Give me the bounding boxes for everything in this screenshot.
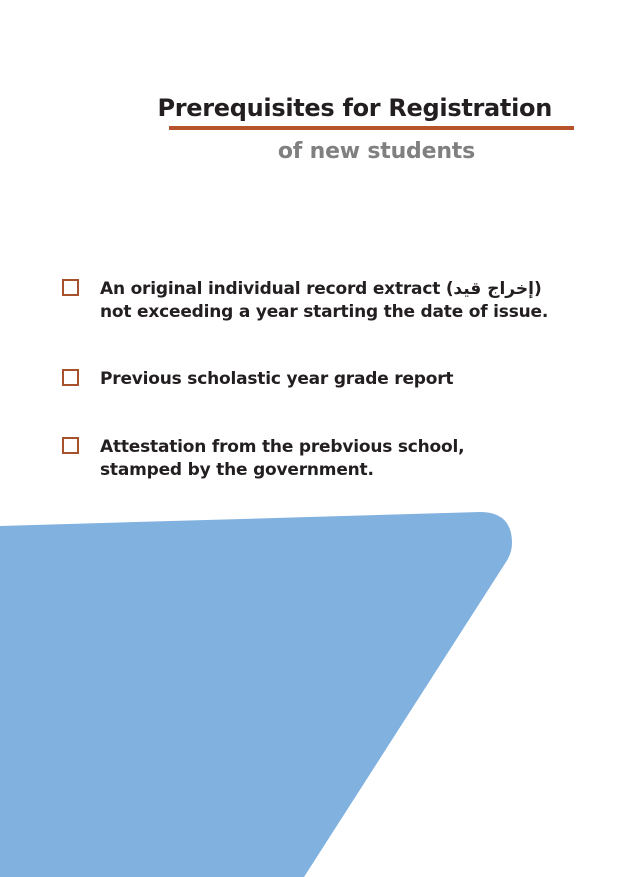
- checklist-item-line: stamped by the government.: [100, 460, 374, 480]
- checklist-item-school-attestation: [62, 436, 562, 482]
- title-underline: [169, 126, 574, 130]
- checklist-item-line: Attestation from the prebvious school,: [100, 437, 465, 457]
- checkbox-grade-report[interactable]: [62, 369, 79, 386]
- checkbox-school-attestation[interactable]: [62, 437, 79, 454]
- page-subtitle: of new students: [277, 139, 475, 164]
- checklist-item-line: Previous scholastic year grade report: [100, 369, 454, 389]
- checkbox-record-extract[interactable]: [62, 279, 79, 296]
- record-extract-suffix: ): [533, 279, 542, 299]
- page-title: Prerequisites for Registration: [157, 94, 552, 122]
- record-extract-arabic-term: إخراج قيد: [453, 279, 534, 299]
- checklist-item-grade-report: [62, 368, 562, 391]
- checklist-item-record-extract: [62, 278, 562, 324]
- checklist-item-line: not exceeding a year starting the date of issue.: [100, 302, 549, 322]
- prerequisites-checklist: [62, 278, 562, 482]
- checklist-item-line: [100, 278, 562, 301]
- blue-shape-path: [0, 512, 512, 877]
- record-extract-prefix: An original individual record extract (: [100, 279, 454, 299]
